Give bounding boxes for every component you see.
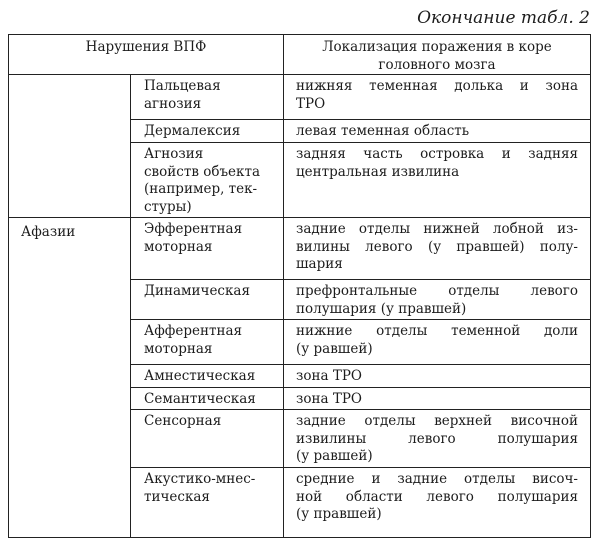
group-cell bbox=[9, 218, 131, 538]
disorder-type-line: Эфферентная bbox=[144, 221, 243, 237]
localization-line: (у правшей) bbox=[296, 506, 382, 522]
disorder-type-cell bbox=[131, 120, 284, 143]
disorder-type-line: Амнестическая bbox=[144, 368, 256, 384]
disorder-type-line: стуры) bbox=[144, 198, 192, 215]
disorder-type-cell bbox=[131, 320, 284, 365]
disorder-type-line: Динамическая bbox=[144, 283, 250, 299]
localization-line: средние и задние отделы височ- bbox=[296, 471, 578, 487]
disorder-type-cell bbox=[131, 388, 284, 410]
disorder-type-cell bbox=[131, 280, 284, 320]
group-cell bbox=[9, 75, 131, 218]
localization-cell bbox=[284, 120, 591, 143]
localization-line: зона ТРО bbox=[296, 391, 362, 407]
disorder-type-line: агнозия bbox=[144, 95, 202, 112]
localization-cell bbox=[284, 468, 591, 538]
localization-line: ТРО bbox=[296, 95, 326, 112]
disorder-type-line: Агнозия bbox=[144, 146, 204, 162]
localization-cell bbox=[284, 410, 591, 468]
disorder-type-cell bbox=[131, 218, 284, 280]
localization-line: нижние отделы теменной доли bbox=[296, 323, 578, 339]
localization-line: нижняя теменная долька и зона bbox=[296, 78, 578, 94]
disorder-type-cell bbox=[131, 410, 284, 468]
localization-line: шария bbox=[296, 256, 343, 272]
disorder-type-line: (например, тек- bbox=[144, 181, 258, 197]
disorder-type-line: Семантическая bbox=[144, 391, 256, 407]
disorder-type-cell bbox=[131, 143, 284, 218]
header-disorder-label: Нарушения ВПФ bbox=[85, 39, 207, 55]
disorder-type-line: моторная bbox=[144, 340, 213, 357]
localization-line: извилины левого полушария bbox=[296, 430, 578, 447]
table-caption: Окончание табл. 2 bbox=[417, 8, 590, 28]
disorder-type-line: Дермалексия bbox=[144, 123, 241, 139]
localization-line: задние отделы нижней лобной из- bbox=[296, 221, 578, 237]
disorder-type-line: моторная bbox=[144, 238, 213, 255]
disorder-type-line: Афферентная bbox=[144, 323, 243, 339]
group-name: Афазии bbox=[21, 224, 76, 240]
localization-line: задняя часть островка и задняя bbox=[296, 146, 578, 162]
disorder-type-line: Акустико-мнес- bbox=[144, 471, 256, 487]
localization-line: задние отделы верхней височной bbox=[296, 413, 578, 429]
localization-line: полушария (у правшей) bbox=[296, 300, 467, 317]
header-localization bbox=[284, 35, 591, 75]
disorder-type-line: Пальцевая bbox=[144, 78, 221, 94]
header-localization-line: головного мозга bbox=[378, 56, 496, 73]
localization-cell bbox=[284, 280, 591, 320]
localization-cell bbox=[284, 320, 591, 365]
header-localization-line: Локализация поражения в коре bbox=[322, 39, 552, 55]
disorder-type-line: Сенсорная bbox=[144, 413, 222, 429]
localization-line: (у равшей) bbox=[296, 448, 373, 464]
localization-line: префронтальные отделы левого bbox=[296, 283, 578, 299]
localization-line: левая теменная область bbox=[296, 123, 470, 139]
localization-cell bbox=[284, 143, 591, 218]
localization-cell bbox=[284, 75, 591, 120]
localization-cell bbox=[284, 218, 591, 280]
header-disorder bbox=[9, 35, 284, 75]
table-row bbox=[9, 218, 591, 280]
localization-cell bbox=[284, 365, 591, 388]
disorder-type-line: тическая bbox=[144, 488, 210, 505]
header-row bbox=[9, 35, 591, 75]
localization-line: зона ТРО bbox=[296, 368, 362, 384]
table-body bbox=[9, 75, 591, 538]
disorders-table bbox=[8, 34, 591, 538]
localization-line: центральная извилина bbox=[296, 163, 460, 180]
table-row bbox=[9, 75, 591, 120]
disorder-type-cell bbox=[131, 75, 284, 120]
localization-line: ной области левого полушария bbox=[296, 488, 578, 505]
disorder-type-cell bbox=[131, 468, 284, 538]
localization-line: (у равшей) bbox=[296, 340, 373, 357]
localization-cell bbox=[284, 388, 591, 410]
localization-line: вилины левого (у правшей) полу- bbox=[296, 238, 578, 255]
disorder-type-cell bbox=[131, 365, 284, 388]
disorder-type-line: свойств объекта bbox=[144, 163, 260, 180]
